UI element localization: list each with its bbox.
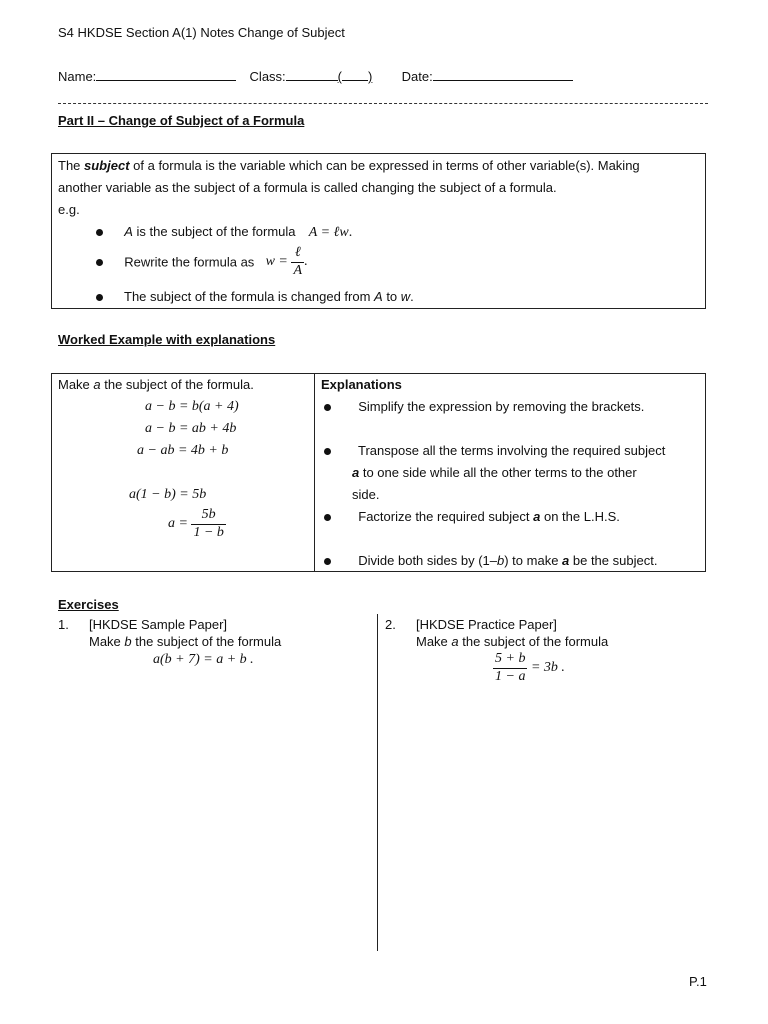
bullet-icon [324,448,331,455]
fraction [493,652,527,684]
explanation-2-line-2 [352,465,637,480]
explanation-4 [324,553,657,568]
denominator: 1 − a [495,668,526,684]
definition-text: of a formula is the variable which can be expressed in terms of other variable(s). Making [129,158,640,173]
date-label: Date: [401,69,433,84]
formula: a = [168,516,188,532]
table-divider [314,374,315,571]
bullet-icon [324,514,331,521]
explanation-text: Transpose all the terms involving the required subject [358,443,666,458]
exercise-1-prompt [89,634,281,649]
variable: b [497,553,505,568]
bullet-icon [324,404,331,411]
numerator: ℓ [294,245,301,260]
exercise-column-divider [377,614,378,951]
prompt-text: Make [89,634,125,649]
variable: a [93,377,101,392]
class-number-open-paren: ( [337,69,343,84]
student-info-row [58,68,573,84]
explanation-text: Simplify the expression by removing the brackets. [358,399,645,414]
variable: a [562,553,570,568]
explanation-text: be the subject. [569,553,658,568]
prompt-text: Make [416,634,452,649]
part-heading: Part II – Change of Subject of a Formula [58,113,305,128]
exercise-2-formula [493,652,565,684]
formula: A = ℓw [308,225,349,240]
class-number-close-paren: ) [368,69,373,84]
exercise-2-source: [HKDSE Practice Paper] [416,617,557,632]
exercise-1-formula: a(b + 7) = a + b . [153,652,254,667]
numerator: 5 + b [495,651,526,666]
variable: A [124,224,133,239]
explanations-label: Explanations [321,377,402,392]
bullet-text: is the subject of the formula [132,224,296,239]
example-bullet-3 [96,289,414,304]
bullet-icon [324,558,331,565]
variable: A [374,289,383,304]
page-number: P.1 [689,974,707,989]
definition-line-2: another variable as the subject of a formula is called changing the subject of a formula. [58,180,557,195]
name-blank[interactable] [96,68,236,81]
bullet-text: Rewrite the formula as [124,254,255,270]
bullet-icon [96,259,103,266]
explanation-text: Divide both sides by (1– [358,553,497,568]
explanation-3 [324,509,620,524]
explanation-1 [324,399,644,414]
eg-label: e.g. [58,202,80,217]
variable: b [124,634,132,649]
numerator: 5b [201,507,216,522]
example-bullet-1 [96,224,352,241]
step-3: a − ab = 4b + b [137,443,229,458]
formula-period: . [304,254,308,270]
subject-term: subject [84,158,130,173]
fraction [291,246,304,278]
dashed-divider [58,103,708,104]
fraction [191,508,225,540]
worked-task [58,377,254,392]
bullet-text: to [382,289,401,304]
explanation-text: ) to make [504,553,563,568]
bullet-icon [96,229,103,236]
explanation-text: on the L.H.S. [540,509,620,524]
formula-rhs: = 3b . [530,660,565,676]
class-label: Class: [249,69,286,84]
variable: a [352,465,360,480]
worked-example-table [51,373,706,572]
name-label: Name: [58,69,97,84]
formula: w = [265,254,288,270]
definition-text: The [58,158,85,173]
definition-box [51,153,706,309]
exercise-2-number: 2. [385,617,396,632]
explanation-2-line-3: side. [352,487,380,502]
step-1: a − b = b(a + 4) [145,399,239,414]
exercise-1-number: 1. [58,617,69,632]
variable: a [533,509,541,524]
exercise-2-prompt [416,634,608,649]
step-2: a − b = ab + 4b [145,421,237,436]
worked-example-heading: Worked Example with explanations [58,332,276,347]
definition-line-1 [58,158,640,173]
class-blank[interactable] [286,68,338,81]
step-5 [168,508,226,540]
date-blank[interactable] [433,68,573,81]
document-title: S4 HKDSE Section A(1) Notes Change of Subject [58,25,345,40]
denominator: A [293,262,303,278]
task-text: Make [58,377,94,392]
bullet-text: The subject of the formula is changed from [124,289,375,304]
example-bullet-2 [96,246,308,278]
explanation-text: Factorize the required subject [358,509,534,524]
denominator: 1 − b [193,524,224,540]
step-4: a(1 − b) = 5b [129,487,207,502]
class-number-blank[interactable] [342,68,368,81]
variable: a [451,634,459,649]
formula-period: . [348,225,353,240]
bullet-icon [96,294,103,301]
exercise-1-source: [HKDSE Sample Paper] [89,617,228,632]
explanation-text: to one side while all the other terms to the other [359,465,637,480]
variable: w [400,289,411,304]
explanation-2 [324,443,665,458]
task-text: the subject of the formula. [100,377,254,392]
prompt-text: the subject of the formula [458,634,609,649]
exercises-heading: Exercises [58,597,119,612]
bullet-text: . [410,289,414,304]
prompt-text: the subject of the formula [131,634,282,649]
